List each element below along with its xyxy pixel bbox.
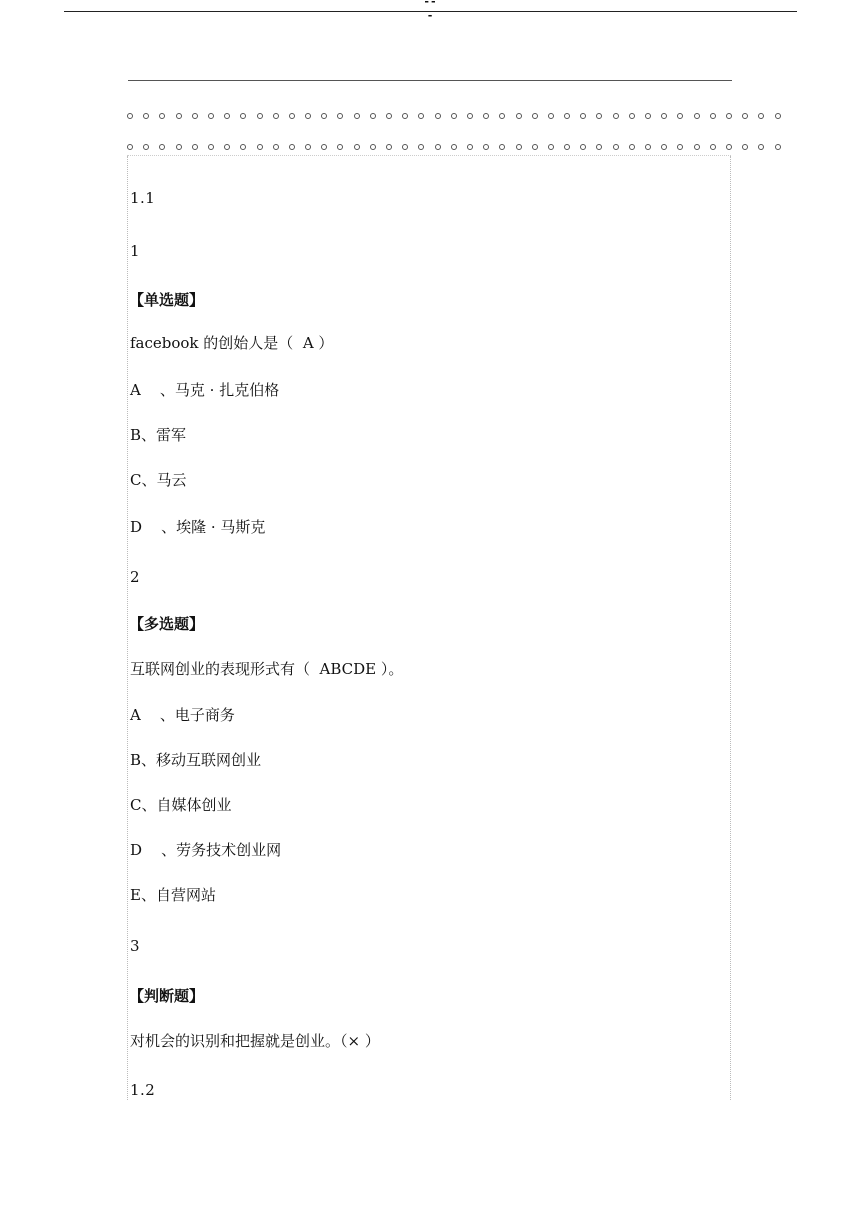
question-type: 【多选题】: [129, 615, 205, 633]
dot-ornament: [467, 142, 483, 152]
option-a: A 、电子商务: [130, 706, 235, 724]
question-text: 对机会的识别和把握就是创业。（× ）: [130, 1032, 380, 1050]
dot-ornament: [176, 142, 192, 152]
dot-ornament: [127, 142, 143, 152]
dot-ornament: [548, 142, 564, 152]
dot-ornament: [192, 142, 208, 152]
dot-ornament: [499, 142, 515, 152]
dot-ornament: [710, 142, 726, 152]
dot-ornament: [337, 111, 353, 121]
dot-ornament: [564, 111, 580, 121]
dot-ornament: [370, 142, 386, 152]
dot-ornament: [402, 111, 418, 121]
dot-ornament: [775, 142, 790, 152]
content-frame-right: [730, 156, 731, 1100]
dot-ornament: [532, 142, 548, 152]
dot-ornament: [661, 142, 677, 152]
dot-ornament: [273, 142, 289, 152]
dot-ornament: [289, 142, 305, 152]
option-e: E、自营网站: [130, 886, 216, 904]
dot-ornament: [354, 142, 370, 152]
dot-ornament: [451, 111, 467, 121]
question-text: 互联网创业的表现形式有（ ABCDE ）。: [130, 660, 404, 678]
question-text: facebook 的创始人是（ A ）: [130, 334, 334, 352]
dot-ornament: [694, 111, 710, 121]
dot-ornament: [613, 111, 629, 121]
dot-ornament: [726, 142, 742, 152]
dot-ornament: [435, 142, 451, 152]
dot-ornament: [240, 111, 256, 121]
section-number: 1.1: [130, 189, 156, 207]
section-number: 1.2: [130, 1081, 156, 1099]
dot-ornament: [596, 111, 612, 121]
dot-ornament: [257, 142, 273, 152]
dot-ornament: [532, 111, 548, 121]
dot-ornament: [516, 111, 532, 121]
dot-ornament: [613, 142, 629, 152]
dot-ornament: [305, 111, 321, 121]
question-number: 1: [130, 242, 141, 260]
dot-ornament: [758, 111, 774, 121]
dot-ornament: [240, 142, 256, 152]
question-type: 【单选题】: [129, 291, 205, 309]
question-type: 【判断题】: [129, 987, 205, 1005]
dot-ornament: [726, 111, 742, 121]
dot-ornament: [354, 111, 370, 121]
content-frame-top: [127, 155, 731, 156]
dot-ornament: [224, 111, 240, 121]
dot-ornament: [629, 142, 645, 152]
dot-ornament: [143, 142, 159, 152]
dot-ornament: [596, 142, 612, 152]
dot-ornament: [580, 142, 596, 152]
dot-border-bottom: [127, 142, 789, 152]
dot-ornament: [548, 111, 564, 121]
dot-ornament: [289, 111, 305, 121]
dot-ornament: [208, 142, 224, 152]
dot-ornament: [629, 111, 645, 121]
dot-ornament: [742, 111, 758, 121]
dot-ornament: [208, 111, 224, 121]
dot-ornament: [483, 111, 499, 121]
option-c: C、马云: [130, 471, 187, 489]
option-b: B、移动互联网创业: [130, 751, 262, 769]
dot-ornament: [661, 111, 677, 121]
dot-ornament: [143, 111, 159, 121]
dot-ornament: [402, 142, 418, 152]
top-mark: ---: [423, 0, 437, 22]
dot-ornament: [775, 111, 790, 121]
dot-ornament: [645, 111, 661, 121]
dot-ornament: [694, 142, 710, 152]
option-d: D 、劳务技术创业网: [130, 841, 282, 859]
option-b: B、雷军: [130, 426, 187, 444]
dot-ornament: [192, 111, 208, 121]
dot-ornament: [386, 111, 402, 121]
dot-ornament: [127, 111, 143, 121]
dot-ornament: [677, 142, 693, 152]
dot-ornament: [305, 142, 321, 152]
dot-ornament: [758, 142, 774, 152]
dot-ornament: [257, 111, 273, 121]
dot-ornament: [321, 142, 337, 152]
question-number: 3: [130, 937, 141, 955]
dot-ornament: [677, 111, 693, 121]
option-a: A 、马克 · 扎克伯格: [130, 381, 280, 399]
dot-ornament: [742, 142, 758, 152]
dot-ornament: [580, 111, 596, 121]
option-c: C、自媒体创业: [130, 796, 232, 814]
dot-ornament: [273, 111, 289, 121]
dot-ornament: [451, 142, 467, 152]
dot-ornament: [176, 111, 192, 121]
dot-ornament: [645, 142, 661, 152]
dot-ornament: [321, 111, 337, 121]
option-d: D 、埃隆 · 马斯克: [130, 518, 266, 536]
dot-ornament: [159, 111, 175, 121]
dot-ornament: [337, 142, 353, 152]
dot-ornament: [159, 142, 175, 152]
dot-ornament: [370, 111, 386, 121]
dot-ornament: [418, 142, 434, 152]
dot-ornament: [564, 142, 580, 152]
dot-ornament: [483, 142, 499, 152]
dot-ornament: [499, 111, 515, 121]
dot-ornament: [516, 142, 532, 152]
content-frame-left: [127, 156, 128, 1100]
question-number: 2: [130, 568, 141, 586]
dot-ornament: [386, 142, 402, 152]
dot-ornament: [710, 111, 726, 121]
dot-ornament: [224, 142, 240, 152]
dot-ornament: [435, 111, 451, 121]
header-rule: [128, 80, 732, 81]
dot-ornament: [467, 111, 483, 121]
dot-border-top: [127, 111, 789, 121]
dot-ornament: [418, 111, 434, 121]
